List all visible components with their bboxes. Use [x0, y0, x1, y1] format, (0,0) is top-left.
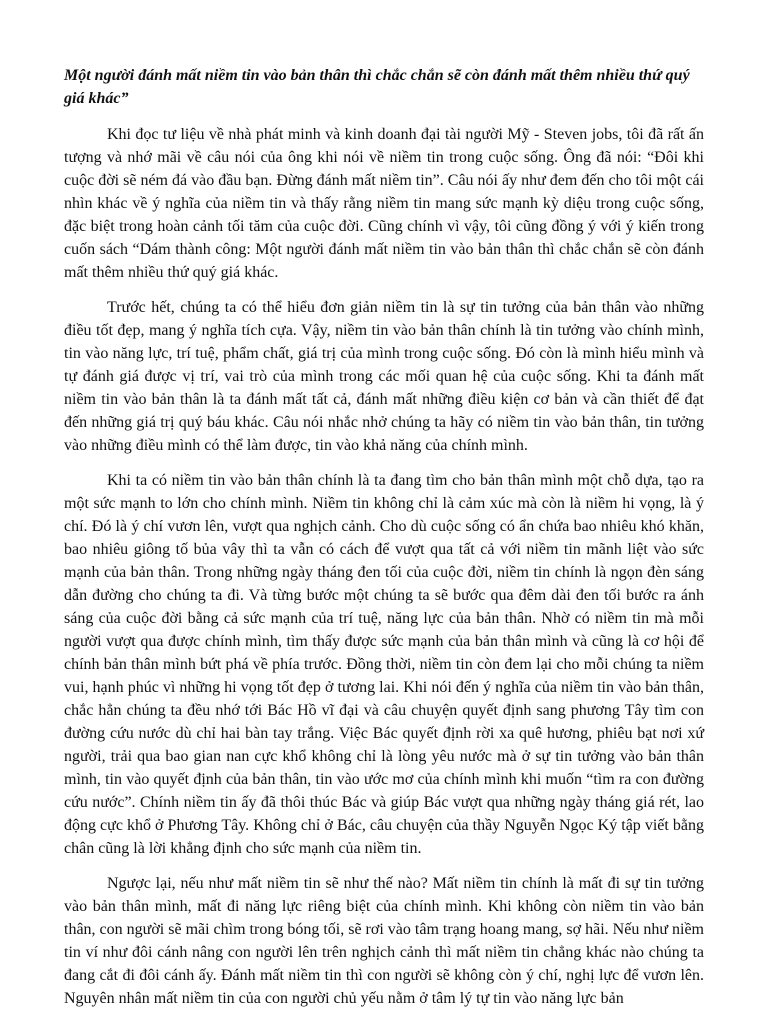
paragraph-counterpoint: Ngược lại, nếu như mất niềm tin sẽ như thế nào? Mất niềm tin chính là mất đi sự tin tưởng vào bản thân mình, mất đi năng lực riêng biệt của chính mình. Khi không còn niềm tin vào bản thân, con người sẽ mãi chìm trong bóng tối, sẽ rơi vào tâm trạng hoang mang, sợ hãi. Nếu như niềm tin ví như đôi cánh nâng con người lên trên nghịch cảnh thì mất niềm tin chẳng khác nào chúng ta đang cắt đi đôi cánh ấy. Đánh mất niềm tin thì con người sẽ không còn ý chí, nghị lực để vươn lên. Nguyên nhân mất niềm tin của con người chủ yếu nằm ở tâm lý tự tin vào năng lực bản: [64, 875, 704, 1007]
document-title: Một người đánh mất niềm tin vào bản thân thì chắc chắn sẽ còn đánh mất thêm nhiều thứ quý giá khác”: [64, 67, 690, 107]
paragraph-intro: Khi đọc tư liệu về nhà phát minh và kinh doanh đại tài người Mỹ - Steven jobs, tôi đã rất ấn tượng và nhớ mãi về câu nói của ông khi nói về niềm tin trong cuộc sống. Ông đã nói: “Đôi khi cuộc đời sẽ ném đá vào đầu bạn. Đừng đánh mất niềm tin”. Câu nói ấy như đem đến cho tôi một cái nhìn khác về ý nghĩa của niềm tin và thấy rằng niềm tin mang sức mạnh kỳ diệu trong cuộc sống, đặc biệt trong hoàn cảnh tối tăm của cuộc đời. Cũng chính vì vậy, tôi cũng đồng ý với ý kiến trong cuốn sách “Dám thành công: Một người đánh mất niềm tin vào bản thân thì chắc chắn sẽ còn đánh mất thêm nhiều thứ quý giá khác.: [64, 126, 704, 281]
paragraph-definition: Trước hết, chúng ta có thể hiểu đơn giản niềm tin là sự tin tưởng của bản thân vào những điều tốt đẹp, mang ý nghĩa tích cựa. Vậy, niềm tin vào bản thân chính là tin tưởng vào chính mình, tin vào năng lực, trí tuệ, phẩm chất, giá trị của mình trong cuộc sống. Đó còn là mình hiểu mình và tự đánh giá được vị trí, vai trò của mình trong các mối quan hệ của cuộc sống. Khi ta đánh mất niềm tin vào bản thân là ta đánh mất tất cả, đánh mất những điều kiện cơ bản và cần thiết để đạt đến những giá trị quý báu khác. Câu nói nhắc nhở chúng ta hãy có niềm tin vào bản thân, tin tưởng vào những điều mình có thể làm được, tin vào khả năng của chính mình.: [64, 299, 704, 454]
paragraph-benefits: Khi ta có niềm tin vào bản thân chính là ta đang tìm cho bản thân mình một chỗ dựa, tạo ra một sức mạnh to lớn cho chính mình. Niềm tin không chỉ là cảm xúc mà còn là niềm hi vọng, là ý chí. Đó là ý chí vươn lên, vượt qua nghịch cảnh. Cho dù cuộc sống có ẩn chứa bao nhiêu khó khăn, bao nhiêu giông tố bủa vây thì ta vẫn có cách để vượt qua tất cả với niềm tin mãnh liệt vào sức mạnh của bản thân. Trong những ngày tháng đen tối của cuộc đời, niềm tin chính là ngọn đèn sáng dẫn đường cho chúng ta đi. Và từng bước một chúng ta sẽ bước qua đêm dài đen tối bước ra ánh sáng của cuộc đời bằng cả sức mạnh của trí tuệ, năng lực của bản thân. Nhờ có niềm tin mà mỗi người vượt qua được chính mình, tìm thấy được sức mạnh của bản thân mình và cũng là cơ hội để chính bản thân mình bứt phá về phía trước. Đồng thời, niềm tin còn đem lại cho mỗi chúng ta niềm vui, hạnh phúc vì những hi vọng tốt đẹp ở tương lai. Khi nói đến ý nghĩa của niềm tin vào bản thân, chắc hẳn chúng ta đều nhớ tới Bác Hồ vĩ đại và câu chuyện quyết định sang phương Tây tìm con đường cứu nước dù chỉ hai bàn tay trắng. Việc Bác quyết định rời xa quê hương, phiêu bạt nơi xứ người, trải qua bao gian nan cực khổ không chỉ là lòng yêu nước mà ở sự tin tưởng vào bản thân mình, tin vào quyết định của bản thân, tin vào ước mơ của chính mình khi muốn “tìm ra con đường cứu nước”. Chính niềm tin ấy đã thôi thúc Bác và giúp Bác vượt qua những ngày tháng giá rét, lao động cực khổ ở Phương Tây. Không chỉ ở Bác, câu chuyện của thầy Nguyễn Ngọc Ký tập viết bằng chân cũng là lời khẳng định cho sức mạnh của niềm tin.: [64, 472, 704, 857]
